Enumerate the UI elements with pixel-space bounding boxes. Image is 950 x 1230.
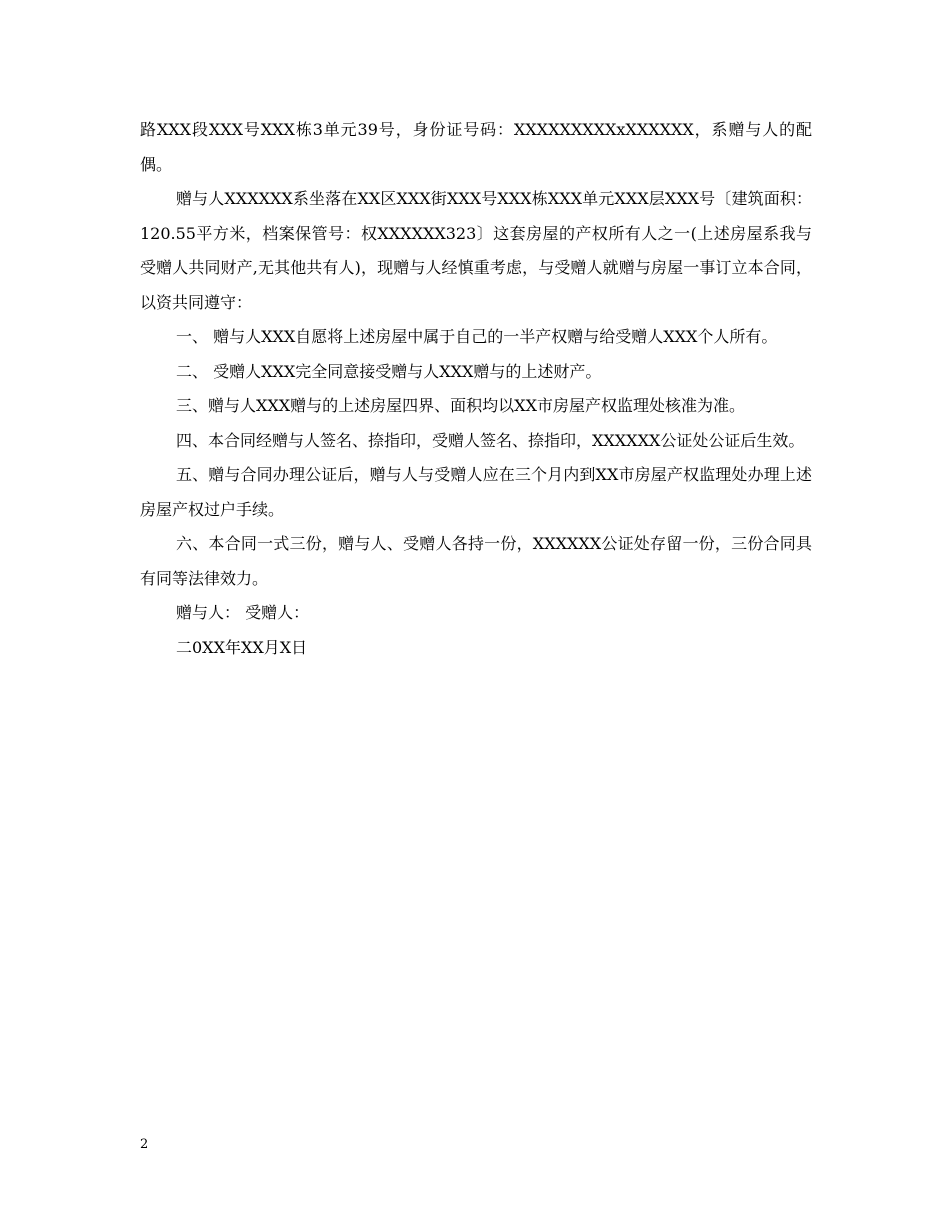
page-number: 2 <box>140 1137 149 1152</box>
paragraph-clause-6: 六、本合同一式三份，赠与人、受赠人各持一份，XXXXXX公证处存留一份，三份合同具有同等法律效力。 <box>140 534 812 588</box>
paragraph-clause-4: 四、本合同经赠与人签名、捺指印，受赠人签名、捺指印，XXXXXX公证处公证后生效。 <box>176 430 805 450</box>
paragraph-clause-5: 五、赠与合同办理公证后，赠与人与受赠人应在三个月内到XX市房屋产权监理处办理上述房屋产权过户手续。 <box>140 465 812 519</box>
paragraph-clause-3: 三、赠与人XXX赠与的上述房屋四界、面积均以XX市房屋产权监理处核准为准。 <box>176 396 745 415</box>
document-body <box>140 113 812 665</box>
signature-line: 赠与人： 受赠人： <box>176 603 310 622</box>
paragraph-clause-2: 二、 受赠人XXX完全同意接受赠与人XXX赠与的上述财产。 <box>176 361 602 381</box>
date-line: 二0XX年XX月X日 <box>176 637 308 657</box>
paragraph-property-description: 赠与人XXXXXX系坐落在XX区XXX街XXX号XXX栋XXX单元XXX层XXX号〔建筑面积：120.55平方米，档案保管号：权XXXXXX323〕这套房屋的产权所有人之一(上述房屋系我与受赠人共同财产,无其他共有人)，现赠与人经慎重考虑，与受赠人就赠与房屋一事订立本合同，以资共同遵守： <box>140 189 812 312</box>
paragraph-address-continued: 路XXX段XXX号XXX栋3单元39号，身份证号码：XXXXXXXXXxXXXXXX，系赠与人的配偶。 <box>140 120 812 174</box>
paragraph-clause-1: 一、 赠与人XXX自愿将上述房屋中属于自己的一半产权赠与给受赠人XXX个人所有。 <box>176 327 778 346</box>
